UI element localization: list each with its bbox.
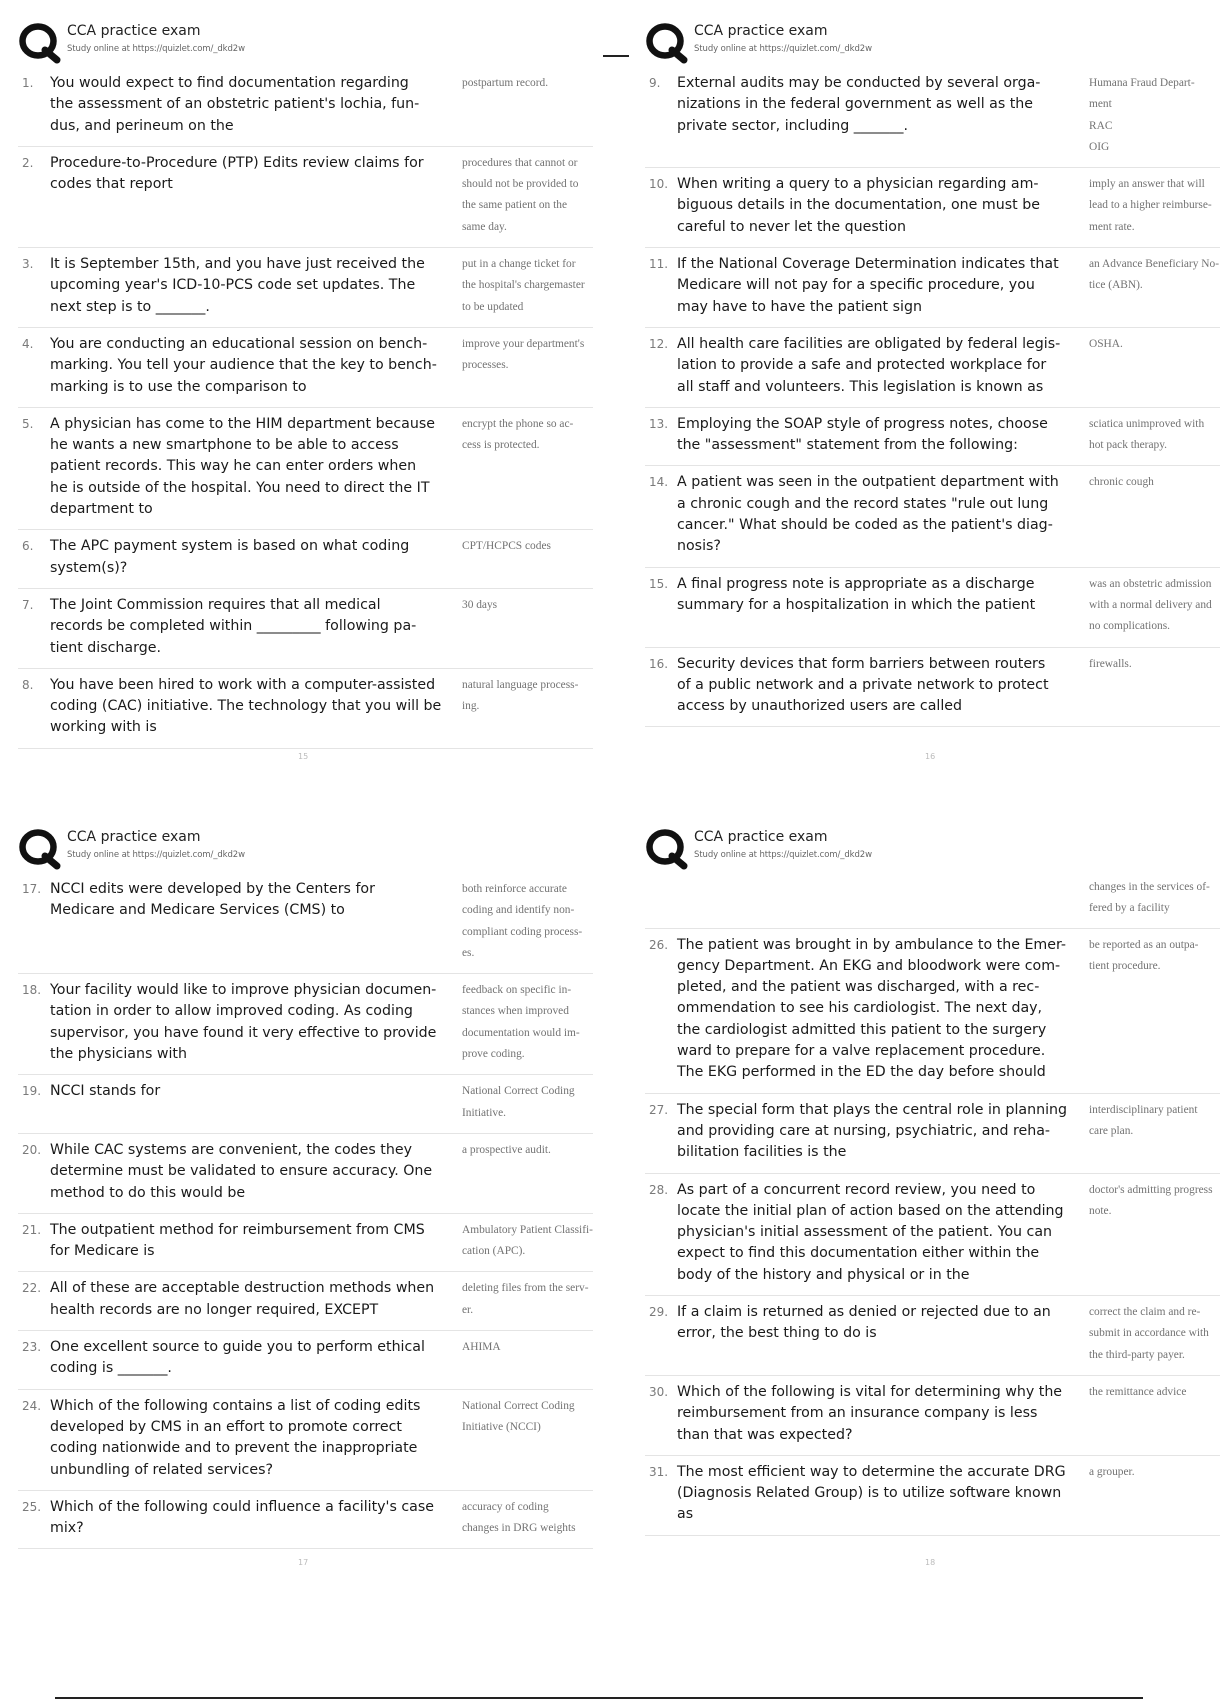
question-number: 10. [649, 177, 669, 192]
answer-text: be reported as an outpa- tient procedure. [1089, 938, 1199, 972]
answer-text: OSHA. [1089, 337, 1123, 350]
quizlet-logo-icon [645, 22, 689, 62]
answer-text: changes in the services of- fered by a facility [1089, 881, 1210, 915]
question-row [18, 147, 593, 248]
page-header [18, 826, 593, 868]
question-text: NCCI stands for [50, 1083, 161, 1100]
separator-dash [603, 55, 629, 57]
answer-text: encrypt the phone so ac- cess is protected. [462, 417, 574, 452]
question-text: You are conducting an educational session on bench- marking. You tell your audience that the key to bench- marking is to use the comparison to [50, 335, 437, 395]
answer-text: both reinforce accurate coding and identify non- compliant coding process- es. [462, 883, 583, 959]
question-text: The outpatient method for reimbursement from CMS for Medicare is [50, 1221, 425, 1260]
answer-text: a prospective audit. [462, 1143, 551, 1156]
question-number: 9. [649, 76, 661, 90]
question-number: 12. [649, 336, 669, 351]
question-row [18, 328, 593, 408]
question-row [18, 974, 593, 1075]
question-row [645, 328, 1220, 408]
question-text: If the National Coverage Determination indicates that Medicare will not pay for a specific procedure, you may have to have the patient sign [677, 256, 1059, 315]
question-number: 17. [22, 882, 42, 896]
question-text: External audits may be conducted by several orga- nizations in the federal government as well as the private sector, including _______. [677, 75, 1041, 134]
question-text: When writing a query to a physician regarding am- biguous details in the documentation, one must be careful to never let the question [677, 176, 1040, 235]
answer-text: Ambulatory Patient Classifi- cation (APC). [462, 1223, 593, 1258]
answer-text: imply an answer that will lead to a higher reimburse- ment rate. [1089, 178, 1212, 233]
question-number: 27. [649, 1102, 669, 1117]
answer-text: CPT/HCPCS codes [462, 540, 551, 553]
question-number: 4. [22, 336, 34, 351]
answer-text: improve your department's processes. [462, 337, 585, 372]
question-text: One excellent source to guide you to perform ethical coding is _______. [50, 1339, 425, 1377]
question-number: 2. [22, 155, 34, 170]
answer-text: doctor's admitting progress note. [1089, 1183, 1213, 1217]
flashcard-page-3 [18, 826, 593, 1549]
question-row [18, 1214, 593, 1273]
answer-text: natural language process- ing. [462, 678, 579, 713]
question-number: 1. [22, 76, 34, 90]
answer-text: deleting files from the serv- er. [462, 1282, 589, 1316]
page-number: 15 [298, 752, 309, 761]
question-number: 13. [649, 416, 669, 431]
question-number: 23. [22, 1340, 42, 1355]
flashcard-page-2 [645, 20, 1220, 727]
quizlet-logo-icon [18, 22, 62, 62]
question-row [645, 1376, 1220, 1456]
flashcard-page-1 [18, 20, 593, 749]
question-number: 14. [649, 475, 669, 490]
answer-text: feedback on specific in- stances when improved documentation would im- prove coding. [462, 984, 580, 1061]
question-number: 30. [649, 1384, 669, 1399]
question-number: 26. [649, 937, 669, 952]
header-study-link[interactable]: Study online at https://quizlet.com/_dkd2w [67, 850, 245, 860]
question-row [18, 408, 593, 530]
question-number: 3. [22, 257, 34, 272]
question-number: 15. [649, 576, 669, 591]
answer-text: 30 days [462, 598, 498, 611]
question-text: The most efficient way to determine the accurate DRG (Diagnosis Related Group) is to utilize software known as [677, 1463, 1066, 1523]
answer-text: AHIMA [462, 1341, 501, 1354]
answer-text: the remittance advice [1089, 1385, 1187, 1398]
answer-text: sciatica unimproved with hot pack therapy. [1089, 417, 1205, 452]
answer-text: postpartum record. [462, 77, 549, 89]
question-row [18, 1134, 593, 1214]
question-number: 6. [22, 539, 34, 554]
question-row [645, 1456, 1220, 1536]
question-row [645, 67, 1220, 168]
question-number: 5. [22, 416, 34, 431]
question-number: 28. [649, 1182, 669, 1197]
question-row [18, 589, 593, 669]
header-title: CCA practice exam [67, 23, 201, 39]
question-number: 31. [649, 1464, 669, 1479]
question-row [645, 408, 1220, 467]
question-text: A patient was seen in the outpatient department with a chronic cough and the record states "rule out lung cancer." What should be coded as the patient's diag- nosis? [677, 474, 1059, 555]
answer-text: interdisciplinary patient care plan. [1089, 1103, 1198, 1137]
question-text: It is September 15th, and you have just received the upcoming year's ICD-10-PCS code set updates. The next step is to _______. [50, 256, 425, 315]
question-row [645, 1094, 1220, 1174]
question-text: A final progress note is appropriate as a discharge summary for a hospitalization in which the patient [677, 575, 1036, 613]
question-text: Which of the following is vital for determining why the reimbursement from an insurance company is less than that was expected? [677, 1383, 1063, 1443]
question-row [645, 466, 1220, 567]
question-number: 19. [22, 1084, 42, 1099]
quizlet-logo-icon [18, 828, 62, 868]
question-number: 11. [649, 257, 669, 272]
question-row [18, 1331, 593, 1390]
question-text: Which of the following contains a list of coding edits developed by CMS in an effort to promote correct coding nationwide and to prevent the inappropriate unbundling of related services? [50, 1397, 421, 1478]
page-number: 17 [298, 1558, 309, 1567]
answer-text: accuracy of coding changes in DRG weights [462, 1500, 576, 1535]
question-text: You have been hired to work with a computer-assisted coding (CAC) initiative. The technology that you will be working with is [50, 676, 442, 736]
question-row [645, 168, 1220, 248]
question-number: 8. [22, 677, 34, 692]
question-number: 21. [22, 1222, 42, 1237]
question-text: A physician has come to the HIM department because he wants a new smartphone to be able to access patient records. This way he can enter orders when he is outside of the hospital. You need to direct the IT department to [50, 415, 435, 518]
question-number: 7. [22, 597, 34, 612]
page-number: 16 [925, 752, 936, 761]
question-row [645, 1296, 1220, 1376]
answer-text: procedures that cannot or should not be provided to the same patient on the same day. [462, 156, 579, 233]
answer-text: National Correct Coding Initiative (NCCI) [462, 1399, 575, 1433]
question-text: If a claim is returned as denied or rejected due to an error, the best thing to do is [677, 1304, 1051, 1342]
question-row [18, 67, 593, 147]
question-text: The Joint Commission requires that all medical records be completed within _________ following pa- tient discharge. [50, 596, 417, 656]
question-text: All health care facilities are obligated by federal legis- lation to provide a safe and protected workplace for all staff and volunteers. This legislation is known as [677, 335, 1061, 395]
header-study-link[interactable]: Study online at https://quizlet.com/_dkd2w [694, 44, 872, 54]
question-text: Employing the SOAP style of progress notes, choose the "assessment" statement from the following: [677, 415, 1048, 454]
header-study-link[interactable]: Study online at https://quizlet.com/_dkd2w [694, 850, 872, 860]
header-title: CCA practice exam [694, 829, 828, 845]
answer-text: an Advance Beneficiary No- tice (ABN). [1089, 258, 1219, 292]
quizlet-logo-icon [645, 828, 689, 868]
question-text: The patient was brought in by ambulance to the Emer- gency Department. An EKG and bloodwork were com- pleted, and the patient was discharged, with a rec- ommendation to see his cardiologist. The next day, the cardiologist admitted this patient to the surgery ward to prepare for a valve replacement procedure. The EKG performed in the ED the day before should [677, 936, 1066, 1081]
header-study-link[interactable]: Study online at https://quizlet.com/_dkd2w [67, 44, 245, 54]
bottom-rule [55, 1697, 1143, 1699]
question-number: 29. [649, 1305, 669, 1320]
question-text: Security devices that form barriers between routers of a public network and a private network to protect access by unauthorized users are called [677, 655, 1049, 715]
page-header [645, 826, 1220, 868]
question-row [18, 1390, 593, 1491]
question-text: While CAC systems are convenient, the codes they determine must be validated to ensure accuracy. One method to do this would be [50, 1141, 433, 1201]
header-title: CCA practice exam [694, 23, 828, 39]
question-row [645, 568, 1220, 648]
question-row [645, 248, 1220, 328]
page-header [645, 20, 1220, 62]
question-text: Your facility would like to improve physician documen- tation in order to allow improved coding. As coding supervisor, you have found it very effective to provide the physicians with [50, 982, 437, 1063]
question-number: 16. [649, 656, 669, 671]
question-row [18, 1272, 593, 1331]
page-header [18, 20, 593, 62]
question-text: NCCI edits were developed by the Centers for Medicare and Medicare Services (CMS) to [50, 881, 375, 919]
question-number: 20. [22, 1142, 42, 1157]
answer-text: correct the claim and re- submit in accordance with the third-party payer. [1089, 1306, 1209, 1361]
question-row [645, 929, 1220, 1094]
question-text: You would expect to find documentation regarding the assessment of an obstetric patient's lochia, fun- dus, and perineum on the [50, 75, 420, 134]
header-title: CCA practice exam [67, 829, 201, 845]
question-number: 22. [22, 1281, 42, 1296]
question-text: The APC payment system is based on what coding system(s)? [50, 538, 410, 576]
question-row [645, 648, 1220, 728]
question-row [18, 1491, 593, 1550]
page-number: 18 [925, 1558, 936, 1567]
question-text: Procedure-to-Procedure (PTP) Edits review claims for codes that report [50, 154, 424, 193]
question-text: The special form that plays the central role in planning and providing care at nursing, psychiatric, and reha- bilitation facilities is the [677, 1101, 1068, 1161]
carried-answer-row [645, 873, 1220, 929]
question-row [18, 1075, 593, 1134]
answer-text: put in a change ticket for the hospital's chargemaster to be updated [462, 258, 585, 313]
question-number: 25. [22, 1499, 42, 1514]
answer-text: Humana Fraud Depart- ment RAC OIG [1089, 77, 1195, 153]
question-row [18, 530, 593, 589]
question-number: 24. [22, 1398, 42, 1413]
question-row [18, 873, 593, 974]
question-row [18, 669, 593, 749]
question-row [645, 1174, 1220, 1296]
flashcard-page-4 [645, 826, 1220, 1536]
question-row [18, 248, 593, 328]
answer-text: firewalls. [1089, 657, 1132, 670]
answer-text: a grouper. [1089, 1465, 1135, 1478]
question-text: As part of a concurrent record review, you need to locate the initial plan of action based on the attending physician's initial assessment of the patient. You can expect to find this documentation either within the body of the history and physical or in the [677, 1181, 1064, 1283]
answer-text: chronic cough [1089, 476, 1154, 489]
answer-text: National Correct Coding Initiative. [462, 1085, 575, 1119]
answer-text: was an obstetric admission with a normal delivery and no complications. [1089, 577, 1212, 633]
question-number: 18. [22, 983, 42, 998]
question-text: All of these are acceptable destruction methods when health records are no longer required, EXCEPT [50, 1280, 435, 1318]
question-text: Which of the following could influence a facility's case mix? [50, 1498, 434, 1537]
